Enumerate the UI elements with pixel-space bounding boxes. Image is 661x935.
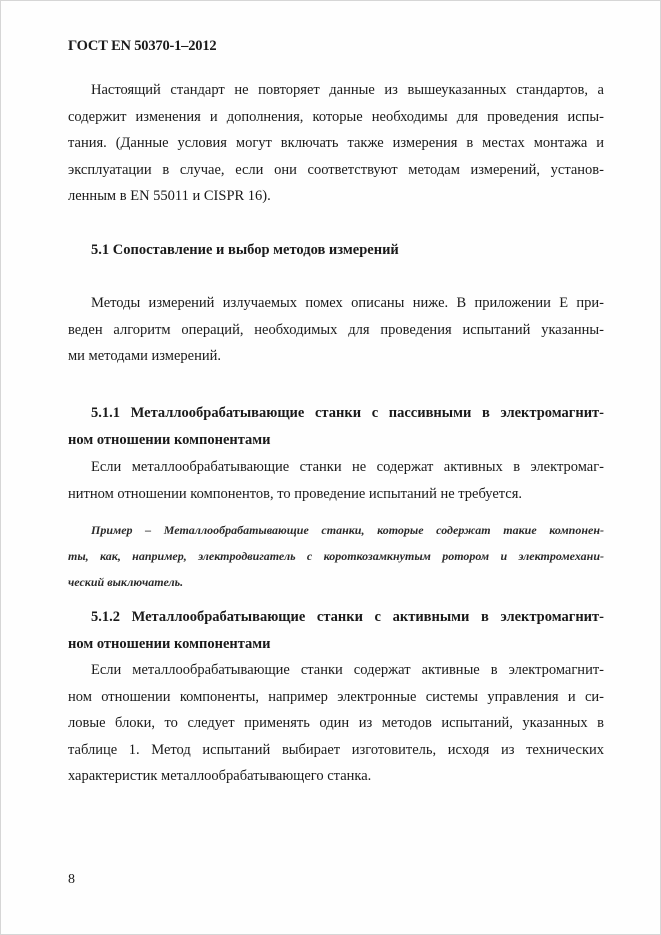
section-5-1-heading: 5.1 Сопоставление и выбор методов измерений <box>91 242 399 258</box>
example-line-2: ты, как, например, электродвигатель с короткозамкнутым ротором и электромехани- <box>68 549 604 563</box>
intro-line-3: тания. (Данные условия могут включать также измерения в местах монтажа и <box>68 135 604 151</box>
section-5-1-1-heading-line-2: ном отношении компонентами <box>68 431 271 448</box>
section-5-1-2-line-3: ловые блоки, то следует применять один из методов испытаний, указанных в <box>68 715 604 731</box>
section-5-1-1-heading-line-1: 5.1.1 Металлообрабатывающие станки с пассивными в электромагнит- <box>91 405 604 421</box>
example-note <box>68 517 604 595</box>
section-5-1-2-line-2: ном отношении компоненты, например электронные системы управления и си- <box>68 688 604 705</box>
section-5-1-paragraph <box>68 290 604 370</box>
section-5-1-2-paragraph <box>68 657 604 790</box>
section-5-1-2-line-5: характеристик металлообрабатывающего станка. <box>68 768 372 784</box>
section-5-1-line-1: Методы измерений излучаемых помех описаны ниже. В приложении Е при- <box>91 295 604 311</box>
section-5-1-2-line-1: Если металлообрабатывающие станки содержат активные в электромагнит- <box>91 662 604 678</box>
section-5-1-2-line-4: таблице 1. Метод испытаний выбирает изготовитель, исходя из технических <box>68 741 604 758</box>
section-5-1-line-3: ми методами измерений. <box>68 348 222 364</box>
document-header: ГОСТ EN 50370-1–2012 <box>68 38 217 54</box>
intro-line-4: эксплуатации в случае, если они соответствуют методам измерений, установ- <box>68 161 604 178</box>
example-line-3: ческий выключатель. <box>68 575 184 589</box>
section-5-1-1-line-2: нитном отношении компонентов, то проведение испытаний не требуется. <box>68 485 523 502</box>
intro-paragraph <box>68 77 604 210</box>
intro-line-5: ленным в EN 55011 и CISPR 16). <box>68 188 271 204</box>
intro-line-2: содержит изменения и дополнения, которые необходимы для проведения испы- <box>68 108 604 125</box>
page-number: 8 <box>68 872 75 887</box>
section-5-1-1-paragraph <box>68 454 604 507</box>
section-5-1-2-heading <box>68 604 604 657</box>
section-5-1-2-heading-line-2: ном отношении компонентами <box>68 635 271 652</box>
section-5-1-2-heading-line-1: 5.1.2 Металлообрабатывающие станки с активными в электромагнит- <box>91 609 604 625</box>
intro-line-1: Настоящий стандарт не повторяет данные из вышеуказанных стандартов, а <box>91 82 604 98</box>
section-5-1-line-2: веден алгоритм операций, необходимых для проведения испытаний указанны- <box>68 321 604 338</box>
example-line-1: Пример – Металлообрабатывающие станки, которые содержат такие компонен- <box>91 523 604 537</box>
section-5-1-1-heading <box>68 400 604 453</box>
section-5-1-1-line-1: Если металлообрабатывающие станки не содержат активных в электромаг- <box>91 459 604 475</box>
